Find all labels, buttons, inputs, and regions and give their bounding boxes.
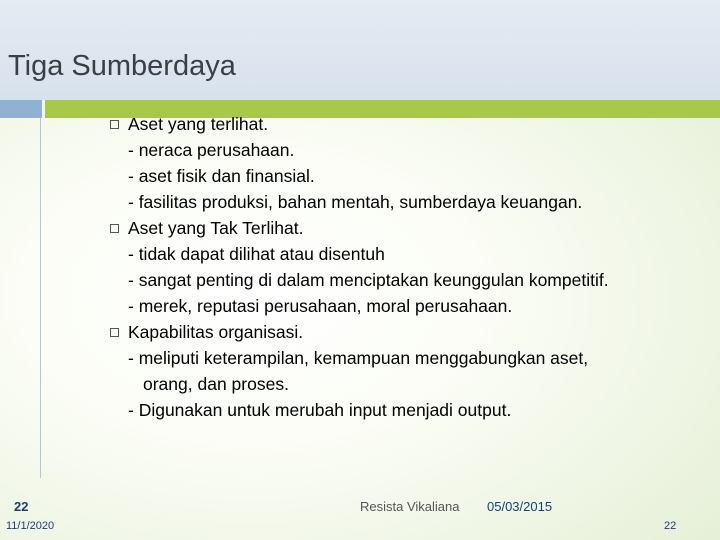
bullet-item [108,111,708,137]
bullet-heading: Aset yang Tak Terlihat. [128,218,304,238]
square-bullet-icon [110,328,119,337]
slide-number-right: 22 [664,520,677,532]
left-divider [40,118,41,478]
bullet-heading: Aset yang terlihat. [128,114,269,134]
slide-title: Tiga Sumberdaya [8,50,236,82]
sub-line: orang, dan proses. [143,374,289,394]
bullet-item [108,215,708,241]
square-bullet-icon [110,224,119,233]
sub-line: - sangat penting di dalam menciptakan keunggulan kompetitif. [128,270,609,290]
accent-bar-blue [0,100,42,118]
slide-number-left: 22 [14,499,29,514]
sub-line: - meliputi keterampilan, kemampuan menggabungkan aset, [128,348,589,368]
bullet-heading: Kapabilitas organisasi. [128,322,304,342]
bullet-item [108,319,708,345]
footer-date-left: 11/1/2020 [6,520,55,532]
footer-author: Resista Vikaliana [360,499,460,514]
sub-line: - neraca perusahaan. [128,140,295,160]
footer-date-mid: 05/03/2015 [487,499,553,514]
sub-line: - Digunakan untuk merubah input menjadi output. [128,400,512,420]
sub-line: - merek, reputasi perusahaan, moral perusahaan. [128,296,513,316]
sub-line: - tidak dapat dilihat atau disentuh [128,244,385,264]
sub-line: - fasilitas produksi, bahan mentah, sumberdaya keuangan. [128,192,583,212]
square-bullet-icon [110,120,119,129]
slide-content [108,111,708,423]
sub-line: - aset fisik dan finansial. [128,166,315,186]
